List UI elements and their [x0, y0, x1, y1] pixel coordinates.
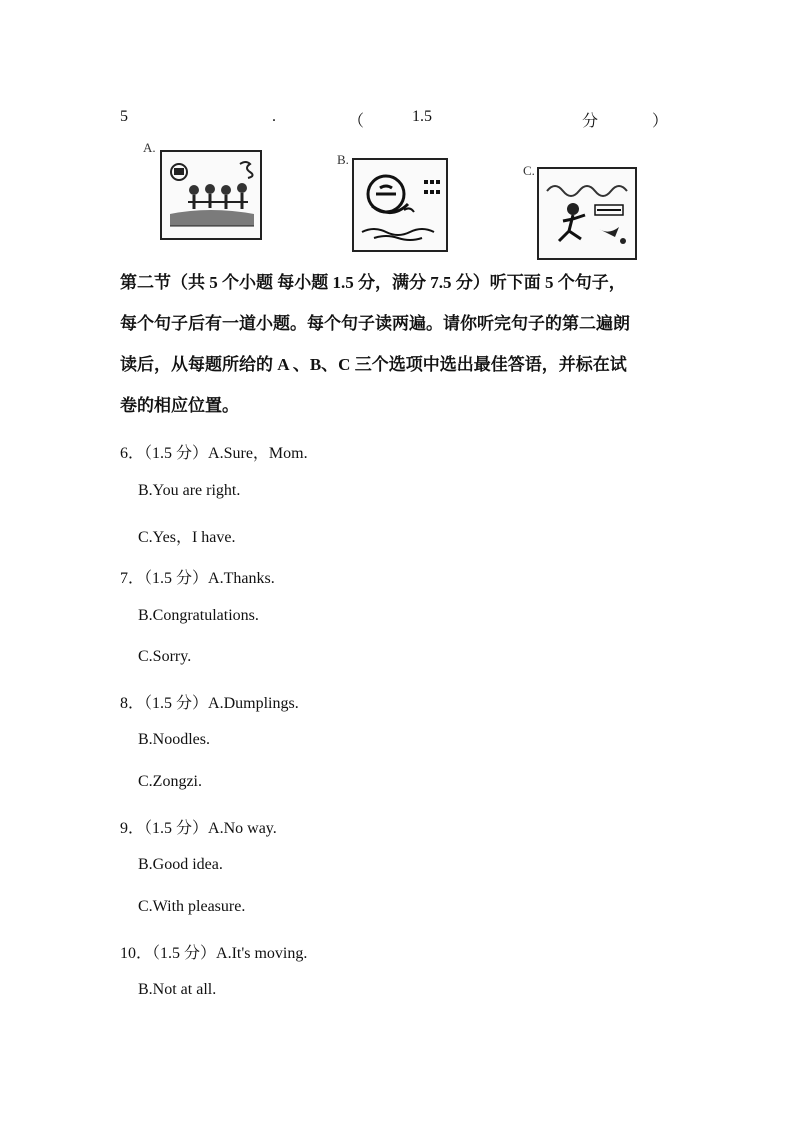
question-number: 6． [120, 445, 145, 462]
question-5-dot: . [272, 108, 276, 125]
question-5-score: 1.5 [412, 108, 432, 125]
question-number: 10． [120, 945, 153, 962]
question-6 [120, 440, 308, 463]
question-7-option-b: B.Congratulations. [138, 607, 259, 624]
question-8-option-c: C.Zongzi. [138, 773, 202, 790]
instruction-line: 读后，从每题所给的 A 、B、C 三个选项中选出最佳答语，并标在试 [120, 355, 627, 374]
question-number: 7． [120, 570, 145, 587]
question-10 [120, 940, 307, 963]
question-number: 9． [120, 820, 145, 837]
picture-a-people-singing [160, 150, 262, 240]
option-a: A.Dumplings. [208, 695, 299, 712]
question-9-option-b: B.Good idea. [138, 856, 223, 873]
question-7 [120, 565, 275, 588]
question-5-unit: 分 [582, 113, 599, 130]
option-a: A.Sure，Mom. [208, 445, 308, 462]
picture-b-label: B. [337, 152, 349, 167]
question-9 [120, 815, 277, 838]
question-10-option-b: B.Not at all. [138, 981, 217, 998]
picture-c-runner [537, 167, 637, 260]
question-5-left-paren: （ [348, 113, 365, 130]
option-a: A.Thanks. [208, 570, 275, 587]
picture-c-label: C. [523, 163, 535, 178]
option-a: A.It's moving. [216, 945, 308, 962]
picture-a-label: A. [143, 140, 156, 155]
picture-b-swimmer [352, 158, 448, 252]
question-6-option-c: C.Yes，I have. [138, 529, 236, 546]
question-number: 8． [120, 695, 145, 712]
question-score: （1.5 分） [144, 445, 209, 462]
question-score: （1.5 分） [152, 945, 217, 962]
instruction-line: 卷的相应位置。 [120, 396, 239, 415]
instruction-line: 每个句子后有一道小题。每个句子读两遍。请你听完句子的第二遍朗 [120, 314, 630, 333]
question-score: （1.5 分） [144, 570, 209, 587]
section-two-instructions [120, 262, 680, 426]
question-8 [120, 690, 299, 713]
question-score: （1.5 分） [144, 820, 209, 837]
question-5-number: 5 [120, 108, 128, 125]
question-8-option-b: B.Noodles. [138, 731, 210, 748]
question-6-option-b: B.You are right. [138, 482, 241, 499]
instruction-line: 第二节（共 5 个小题 每小题 1.5 分，满分 7.5 分）听下面 5 个句子， [120, 273, 626, 292]
question-score: （1.5 分） [144, 695, 209, 712]
question-7-option-c: C.Sorry. [138, 648, 192, 665]
question-9-option-c: C.With pleasure. [138, 898, 246, 915]
option-a: A.No way. [208, 820, 277, 837]
question-5-right-paren: ） [652, 113, 669, 130]
